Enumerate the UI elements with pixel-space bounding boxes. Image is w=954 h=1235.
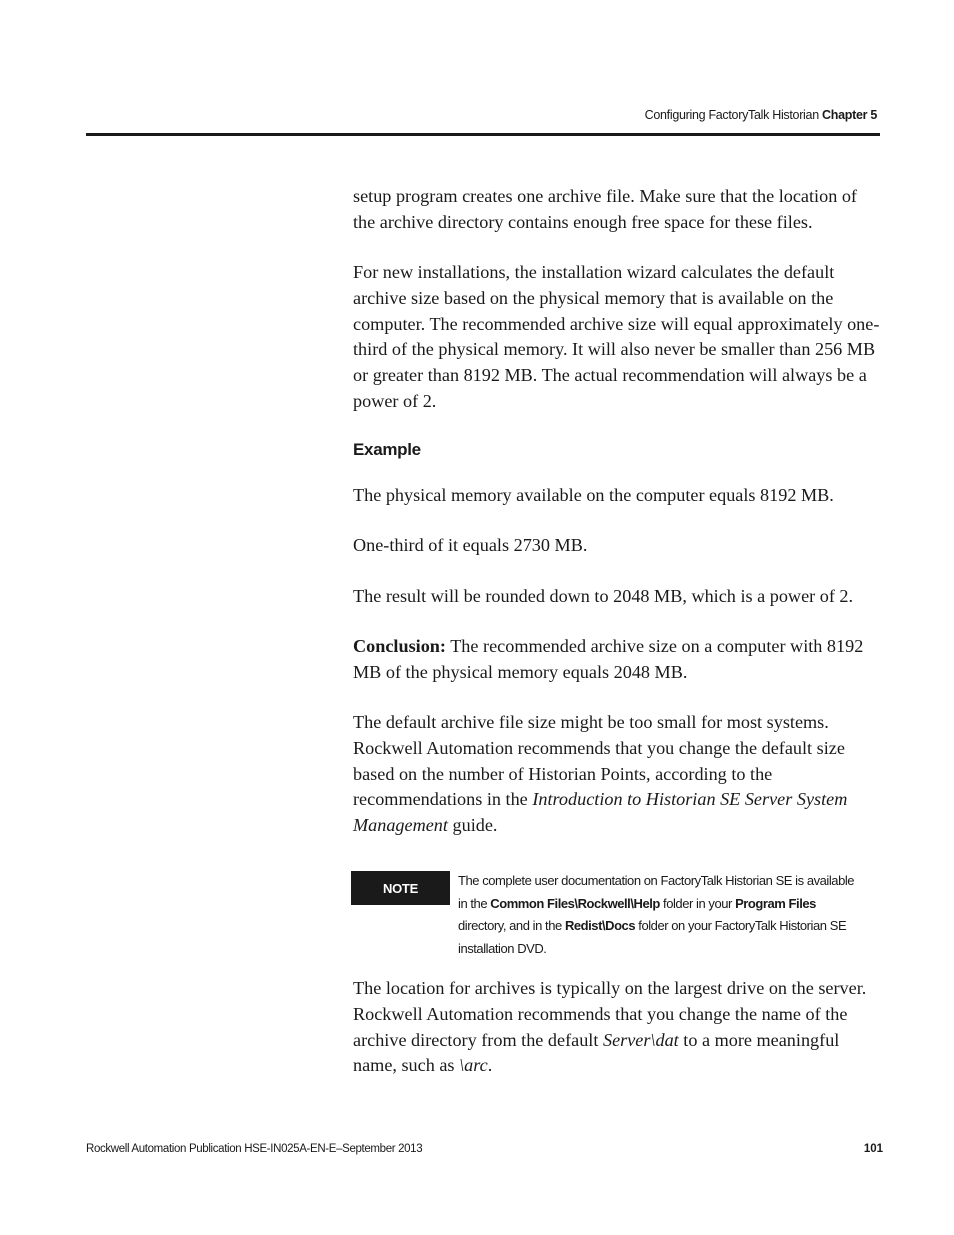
paragraph-6-text-a: The default archive file size might be too small for most systems. Rockwell Automation recommends that you change the default size based on the number of Historian Points, according to the recommendations in the: [353, 712, 845, 810]
note-text-3: directory, and in the: [458, 918, 565, 933]
conclusion-text: The recommended archive size on a computer with 8192 MB of the physical memory equals 2048 MB.: [353, 636, 864, 682]
conclusion-paragraph: [353, 634, 883, 686]
paragraph-1-text: setup program creates one archive file. Make sure that the location of the archive directory contains enough free space for these files.: [353, 186, 857, 232]
paragraph-2: [353, 260, 883, 415]
note-text-4: folder on your FactoryTalk Historian SE installation DVD.: [458, 918, 847, 956]
paragraph-3-text: The physical memory available on the computer equals 8192 MB.: [353, 485, 834, 505]
guide-title: Introduction to Historian SE Server System Management: [353, 789, 848, 836]
paragraph-1: [353, 184, 883, 236]
note-text-1: The complete user documentation on FactoryTalk Historian SE is available in the: [458, 873, 855, 911]
header-chapter: Chapter 5: [822, 108, 877, 122]
conclusion-label: Conclusion:: [353, 636, 446, 656]
running-header: [645, 108, 877, 122]
default-directory: Server\dat: [602, 1029, 679, 1050]
paragraph-3: [353, 483, 883, 509]
paragraph-4-text: One-third of it equals 2730 MB.: [353, 535, 588, 555]
paragraph-4: [353, 533, 883, 559]
note-path-program-files: Program Files: [735, 895, 816, 911]
footer-publication: Rockwell Automation Publication HSE-IN025A-EN-E–September 2013: [86, 1143, 423, 1155]
header-section: Configuring FactoryTalk Historian: [644, 108, 819, 122]
paragraph-7-text-a: The location for archives is typically on the largest drive on the server. Rockwell Automation recommends that you change the name of the archive directory from the default: [353, 978, 867, 1050]
note-path-help: Common Files\Rockwell\Help: [490, 895, 660, 911]
example-directory: \arc: [459, 1055, 488, 1076]
section-heading-example: Example: [353, 440, 421, 459]
paragraph-5-text: The result will be rounded down to 2048 MB, which is a power of 2.: [353, 586, 854, 606]
note-label: NOTE: [351, 871, 450, 905]
paragraph-5: [353, 584, 883, 610]
note-text-2: folder in your: [659, 895, 736, 911]
note-text: [458, 870, 858, 960]
paragraph-6-text-b: guide.: [447, 815, 498, 836]
note-path-redist-docs: Redist\Docs: [564, 918, 636, 933]
paragraph-7: [353, 976, 883, 1079]
paragraph-6: [353, 710, 883, 839]
footer-page-number: 101: [863, 1143, 883, 1155]
paragraph-7-text-b: to a more meaningful name, such as: [353, 1029, 840, 1076]
paragraph-7-text-c: .: [487, 1055, 493, 1076]
header-rule: [86, 133, 880, 136]
paragraph-2-text: For new installations, the installation wizard calculates the default archive size based on the physical memory that is available on the computer. The recommended archive size will equal approximately one-third of the physical memory. It will also never be smaller than 256 MB or greater than 8192 MB. The actual recommendation will always be a power of 2.: [353, 262, 880, 411]
